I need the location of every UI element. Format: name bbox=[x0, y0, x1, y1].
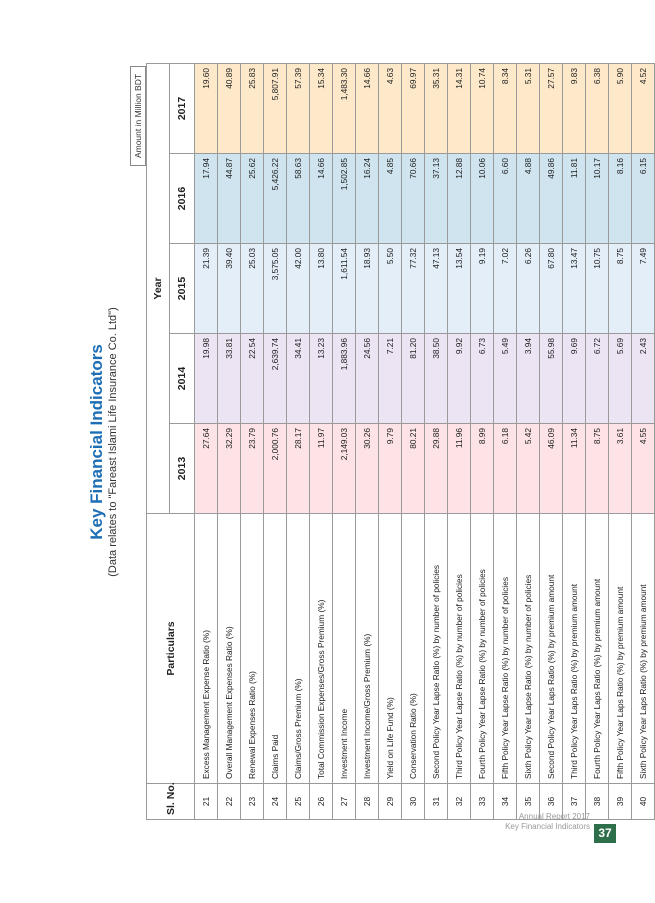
value-cell-2016: 10.06 bbox=[471, 154, 494, 244]
financial-indicators-table bbox=[146, 63, 655, 820]
value-cell-2013: 46.09 bbox=[540, 424, 563, 514]
value-cell-2013: 3.61 bbox=[609, 424, 632, 514]
value-cell-2017: 35.31 bbox=[425, 63, 448, 153]
table-row bbox=[195, 63, 218, 819]
value-cell-2014: 34.41 bbox=[287, 334, 310, 424]
value-cell-2013: 8.75 bbox=[586, 424, 609, 514]
sl-no-cell: 30 bbox=[402, 784, 425, 820]
value-cell-2013: 6.18 bbox=[494, 424, 517, 514]
sl-no-cell: 31 bbox=[425, 784, 448, 820]
value-cell-2015: 9.19 bbox=[471, 244, 494, 334]
sl-no-cell: 40 bbox=[632, 784, 655, 820]
value-cell-2015: 8.75 bbox=[609, 244, 632, 334]
value-cell-2014: 7.21 bbox=[379, 334, 402, 424]
value-cell-2015: 13.80 bbox=[310, 244, 333, 334]
value-cell-2016: 6.60 bbox=[494, 154, 517, 244]
value-cell-2014: 9.69 bbox=[563, 334, 586, 424]
sl-no-cell: 32 bbox=[448, 784, 471, 820]
header-particulars: Particulars bbox=[147, 514, 195, 784]
value-cell-2017: 5.90 bbox=[609, 63, 632, 153]
value-cell-2013: 11.97 bbox=[310, 424, 333, 514]
value-cell-2014: 38.50 bbox=[425, 334, 448, 424]
particular-cell: Third Policy Year Lapse Ratio (%) by number of policies bbox=[448, 514, 471, 784]
table-row bbox=[632, 63, 655, 819]
value-cell-2014: 81.20 bbox=[402, 334, 425, 424]
sl-no-cell: 29 bbox=[379, 784, 402, 820]
page-title: Key Financial Indicators bbox=[87, 344, 106, 540]
value-cell-2016: 12.88 bbox=[448, 154, 471, 244]
particular-cell: Investment Income/Gross Premium (%) bbox=[356, 514, 379, 784]
particular-cell: Fifth Policy Year Laps Ratio (%) by premium amount bbox=[609, 514, 632, 784]
value-cell-2017: 4.63 bbox=[379, 63, 402, 153]
value-cell-2014: 22.54 bbox=[241, 334, 264, 424]
value-cell-2014: 2.43 bbox=[632, 334, 655, 424]
table-row bbox=[333, 63, 356, 819]
particular-cell: Second Policy Year Lapse Ratio (%) by number of policies bbox=[425, 514, 448, 784]
value-cell-2017: 19.60 bbox=[195, 63, 218, 153]
value-cell-2016: 14.66 bbox=[310, 154, 333, 244]
sl-no-cell: 28 bbox=[356, 784, 379, 820]
particular-cell: Total Commission Expenses/Gross Premium (%) bbox=[310, 514, 333, 784]
value-cell-2013: 23.79 bbox=[241, 424, 264, 514]
particular-cell: Third Policy Year Laps Ratio (%) by premium amount bbox=[563, 514, 586, 784]
value-cell-2014: 5.49 bbox=[494, 334, 517, 424]
table-row bbox=[218, 63, 241, 819]
value-cell-2017: 5.31 bbox=[517, 63, 540, 153]
sl-no-cell: 27 bbox=[333, 784, 356, 820]
table-row bbox=[517, 63, 540, 819]
value-cell-2014: 55.98 bbox=[540, 334, 563, 424]
sl-no-cell: 24 bbox=[264, 784, 287, 820]
sl-no-cell: 34 bbox=[494, 784, 517, 820]
value-cell-2016: 44.87 bbox=[218, 154, 241, 244]
particular-cell: Excess Management Expense Ratio (%) bbox=[195, 514, 218, 784]
value-cell-2016: 25.62 bbox=[241, 154, 264, 244]
sl-no-cell: 38 bbox=[586, 784, 609, 820]
table-row bbox=[540, 63, 563, 819]
value-cell-2016: 8.16 bbox=[609, 154, 632, 244]
sl-no-cell: 25 bbox=[287, 784, 310, 820]
particular-cell: Conservation Ratio (%) bbox=[402, 514, 425, 784]
value-cell-2017: 14.31 bbox=[448, 63, 471, 153]
value-cell-2015: 3,575.05 bbox=[264, 244, 287, 334]
value-cell-2017: 14.66 bbox=[356, 63, 379, 153]
value-cell-2014: 1,883.96 bbox=[333, 334, 356, 424]
particular-cell: Overall Management Expenses Ratio (%) bbox=[218, 514, 241, 784]
value-cell-2013: 29.88 bbox=[425, 424, 448, 514]
value-cell-2015: 21.39 bbox=[195, 244, 218, 334]
value-cell-2016: 4.88 bbox=[517, 154, 540, 244]
value-cell-2017: 6.38 bbox=[586, 63, 609, 153]
value-cell-2013: 28.17 bbox=[287, 424, 310, 514]
value-cell-2017: 27.57 bbox=[540, 63, 563, 153]
table-row bbox=[586, 63, 609, 819]
header-year-2016: 2016 bbox=[170, 154, 195, 244]
value-cell-2016: 6.15 bbox=[632, 154, 655, 244]
value-cell-2017: 9.83 bbox=[563, 63, 586, 153]
table-row bbox=[563, 63, 586, 819]
value-cell-2016: 17.94 bbox=[195, 154, 218, 244]
value-cell-2015: 13.47 bbox=[563, 244, 586, 334]
header-year-2013: 2013 bbox=[170, 424, 195, 514]
header-year-2014: 2014 bbox=[170, 334, 195, 424]
value-cell-2014: 33.81 bbox=[218, 334, 241, 424]
value-cell-2017: 57.39 bbox=[287, 63, 310, 153]
value-cell-2013: 9.79 bbox=[379, 424, 402, 514]
value-cell-2016: 10.17 bbox=[586, 154, 609, 244]
value-cell-2017: 25.83 bbox=[241, 63, 264, 153]
value-cell-2014: 2,639.74 bbox=[264, 334, 287, 424]
table-row bbox=[379, 63, 402, 819]
value-cell-2014: 3.94 bbox=[517, 334, 540, 424]
sl-no-cell: 35 bbox=[517, 784, 540, 820]
value-cell-2016: 58.63 bbox=[287, 154, 310, 244]
particular-cell: Claims/Gross Premium (%) bbox=[287, 514, 310, 784]
value-cell-2014: 5.69 bbox=[609, 334, 632, 424]
value-cell-2015: 47.13 bbox=[425, 244, 448, 334]
value-cell-2013: 4.55 bbox=[632, 424, 655, 514]
table-row bbox=[494, 63, 517, 819]
value-cell-2013: 2,149.03 bbox=[333, 424, 356, 514]
value-cell-2015: 10.75 bbox=[586, 244, 609, 334]
particular-cell: Sixth Policy Year Lapse Ratio (%) by number of policies bbox=[517, 514, 540, 784]
value-cell-2013: 30.26 bbox=[356, 424, 379, 514]
amount-unit-note: Amount in Million BDT bbox=[130, 66, 146, 166]
value-cell-2015: 42.00 bbox=[287, 244, 310, 334]
sl-no-cell: 23 bbox=[241, 784, 264, 820]
value-cell-2015: 7.49 bbox=[632, 244, 655, 334]
table-row bbox=[448, 63, 471, 819]
value-cell-2013: 27.64 bbox=[195, 424, 218, 514]
value-cell-2013: 2,000.76 bbox=[264, 424, 287, 514]
value-cell-2016: 70.66 bbox=[402, 154, 425, 244]
value-cell-2014: 24.56 bbox=[356, 334, 379, 424]
value-cell-2015: 77.32 bbox=[402, 244, 425, 334]
value-cell-2017: 40.89 bbox=[218, 63, 241, 153]
value-cell-2014: 19.98 bbox=[195, 334, 218, 424]
value-cell-2014: 6.72 bbox=[586, 334, 609, 424]
header-year: Year bbox=[147, 63, 170, 513]
value-cell-2013: 80.21 bbox=[402, 424, 425, 514]
value-cell-2013: 8.99 bbox=[471, 424, 494, 514]
value-cell-2013: 32.29 bbox=[218, 424, 241, 514]
table-row bbox=[241, 63, 264, 819]
value-cell-2017: 69.97 bbox=[402, 63, 425, 153]
value-cell-2015: 7.02 bbox=[494, 244, 517, 334]
value-cell-2014: 9.92 bbox=[448, 334, 471, 424]
sl-no-cell: 21 bbox=[195, 784, 218, 820]
value-cell-2017: 15.34 bbox=[310, 63, 333, 153]
particular-cell: Fourth Policy Year Laps Ratio (%) by premium amount bbox=[586, 514, 609, 784]
value-cell-2013: 11.34 bbox=[563, 424, 586, 514]
table-row bbox=[356, 63, 379, 819]
footer-section-name: Key Financial Indicators bbox=[505, 822, 590, 831]
value-cell-2014: 13.23 bbox=[310, 334, 333, 424]
sl-no-cell: 37 bbox=[563, 784, 586, 820]
particular-cell: Sixth Policy Year Laps Ratio (%) by premium amount bbox=[632, 514, 655, 784]
particular-cell: Renewal Expenses Ratio (%) bbox=[241, 514, 264, 784]
value-cell-2015: 6.26 bbox=[517, 244, 540, 334]
table-row bbox=[609, 63, 632, 819]
header-sl-no: Sl. No. bbox=[147, 784, 195, 820]
particular-cell: Investment Income bbox=[333, 514, 356, 784]
value-cell-2015: 5.50 bbox=[379, 244, 402, 334]
value-cell-2016: 11.81 bbox=[563, 154, 586, 244]
value-cell-2017: 10.74 bbox=[471, 63, 494, 153]
particular-cell: Yield on Life Fund (%) bbox=[379, 514, 402, 784]
value-cell-2015: 1,611.54 bbox=[333, 244, 356, 334]
header-year-2015: 2015 bbox=[170, 244, 195, 334]
sl-no-cell: 39 bbox=[609, 784, 632, 820]
value-cell-2015: 67.80 bbox=[540, 244, 563, 334]
table-row bbox=[264, 63, 287, 819]
sl-no-cell: 36 bbox=[540, 784, 563, 820]
value-cell-2017: 5,807.91 bbox=[264, 63, 287, 153]
table-row bbox=[402, 63, 425, 819]
table-row bbox=[287, 63, 310, 819]
particular-cell: Second Policy Year Laps Ratio (%) by premium amount bbox=[540, 514, 563, 784]
footer-report-name: Annual Report 2017 bbox=[518, 812, 590, 821]
table-row bbox=[425, 63, 448, 819]
value-cell-2017: 8.34 bbox=[494, 63, 517, 153]
particular-cell: Claims Paid bbox=[264, 514, 287, 784]
particular-cell: Fifth Policy Year Lapse Ratio (%) by number of policies bbox=[494, 514, 517, 784]
particular-cell: Fourth Policy Year Lapse Ratio (%) by number of policies bbox=[471, 514, 494, 784]
sl-no-cell: 26 bbox=[310, 784, 333, 820]
value-cell-2017: 4.52 bbox=[632, 63, 655, 153]
value-cell-2017: 1,483.30 bbox=[333, 63, 356, 153]
value-cell-2015: 25.03 bbox=[241, 244, 264, 334]
value-cell-2016: 1,502.85 bbox=[333, 154, 356, 244]
value-cell-2015: 18.93 bbox=[356, 244, 379, 334]
sl-no-cell: 22 bbox=[218, 784, 241, 820]
value-cell-2016: 16.24 bbox=[356, 154, 379, 244]
header-year-2017: 2017 bbox=[170, 63, 195, 153]
value-cell-2016: 49.86 bbox=[540, 154, 563, 244]
value-cell-2015: 13.54 bbox=[448, 244, 471, 334]
sl-no-cell: 33 bbox=[471, 784, 494, 820]
table-row bbox=[471, 63, 494, 819]
page-number: 37 bbox=[594, 824, 616, 843]
table-row bbox=[310, 63, 333, 819]
page-subtitle: (Data relates to "Fareast Islami Life Insurance Co. Ltd") bbox=[107, 307, 119, 577]
value-cell-2015: 39.40 bbox=[218, 244, 241, 334]
value-cell-2014: 6.73 bbox=[471, 334, 494, 424]
value-cell-2013: 11.96 bbox=[448, 424, 471, 514]
value-cell-2016: 5,426.22 bbox=[264, 154, 287, 244]
value-cell-2016: 4.85 bbox=[379, 154, 402, 244]
value-cell-2013: 5.42 bbox=[517, 424, 540, 514]
value-cell-2016: 37.13 bbox=[425, 154, 448, 244]
